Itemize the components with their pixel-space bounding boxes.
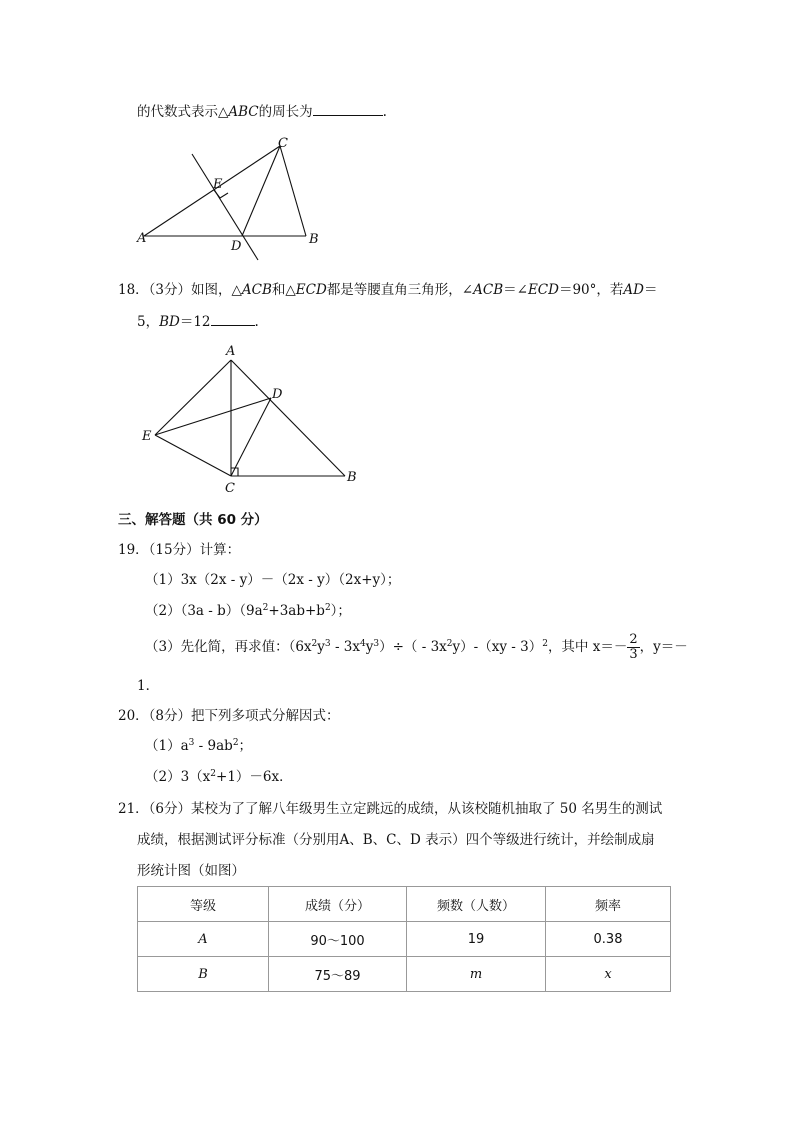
fig2-label-c: C <box>225 481 235 496</box>
q18-answer-blank[interactable] <box>211 311 255 326</box>
q21-line1: 21．（6分）某校为了了解八年级男生立定跳远的成绩，从该校随机抽取了 50 名男生的测试 <box>118 801 663 817</box>
section-title: 三、解答题（共 60 分） <box>118 512 268 528</box>
fig1-label-a: A <box>137 231 147 246</box>
fig1-label-e: E <box>213 177 223 192</box>
q17-end: . <box>382 104 387 120</box>
table-row <box>138 922 671 957</box>
figure-triangle-abc <box>130 130 350 265</box>
q21-line2: 成绩，根据测试评分标准（分别用A、B、C、D 表示）四个等级进行统计，并绘制成扇 <box>137 832 655 848</box>
q17-tail-line <box>137 101 387 122</box>
fig1-label-b: B <box>309 232 319 247</box>
table-cell: 75～89 <box>269 957 407 992</box>
table-cell: B <box>138 957 269 992</box>
fig1-label-c: C <box>278 136 288 151</box>
q17-triangle-name: ABC <box>228 104 259 120</box>
q20-item1: $(1)a^3 - 9ab^2$； <box>145 738 253 754</box>
fig2-label-e: E <box>142 429 152 444</box>
q19-item2: $(2)(3a - b)(9a^2+3ab+b^2)$； <box>145 603 351 619</box>
q19-item1: （1）3x（2x - y）－（2x - y）（2x+y）； <box>145 572 401 588</box>
grade-table <box>137 886 671 992</box>
table-header: 频率 <box>546 887 671 922</box>
fraction-two-thirds: $\frac{2}{3}$ <box>629 632 638 662</box>
q20-item2: $(2)3(x^2+1)-6x$． <box>145 769 293 785</box>
table-cell: 90～100 <box>269 922 407 957</box>
table-cell: x <box>546 957 671 992</box>
q17-answer-blank[interactable] <box>313 101 383 116</box>
fig2-label-d: D <box>272 387 283 402</box>
figure-isosceles-right-triangles <box>135 340 365 500</box>
table-cell: 19 <box>407 922 546 957</box>
q17-text-after: 的周长为 <box>258 104 313 120</box>
q19-item3-tail: 1． <box>137 678 160 694</box>
q19-title: 19．（15分）计算： <box>118 542 241 558</box>
table-row <box>138 957 671 992</box>
q19-item3: （3）先化简，再求值：$(6x^2y^3 - 3x^4y^3)\div( - 3x^2y)-(xy - 3)^2$，其中 x＝－ $\frac{2}{3}$ ，y＝－ <box>145 632 688 662</box>
table-cell: A <box>138 922 269 957</box>
fig2-label-b: B <box>347 470 357 485</box>
fig2-label-a: A <box>226 344 236 359</box>
table-header-row <box>138 887 671 922</box>
q17-text: 的代数式表示△ <box>137 104 229 120</box>
q18-line2: 5，BD＝12 . <box>137 311 259 332</box>
q18-line1: 18．（3分）如图，△ACB和△ECD都是等腰直角三角形，∠ACB＝∠ECD＝90°，若AD＝ <box>118 282 658 298</box>
table-header: 成绩（分） <box>269 887 407 922</box>
table-cell: 0.38 <box>546 922 671 957</box>
table-header: 频数（人数） <box>407 887 546 922</box>
table-cell: m <box>407 957 546 992</box>
q20-title: 20．（8分）把下列多项式分解因式： <box>118 708 340 724</box>
table-header: 等级 <box>138 887 269 922</box>
fig1-label-d: D <box>231 239 242 254</box>
q21-line3: 形统计图（如图） <box>137 863 245 879</box>
